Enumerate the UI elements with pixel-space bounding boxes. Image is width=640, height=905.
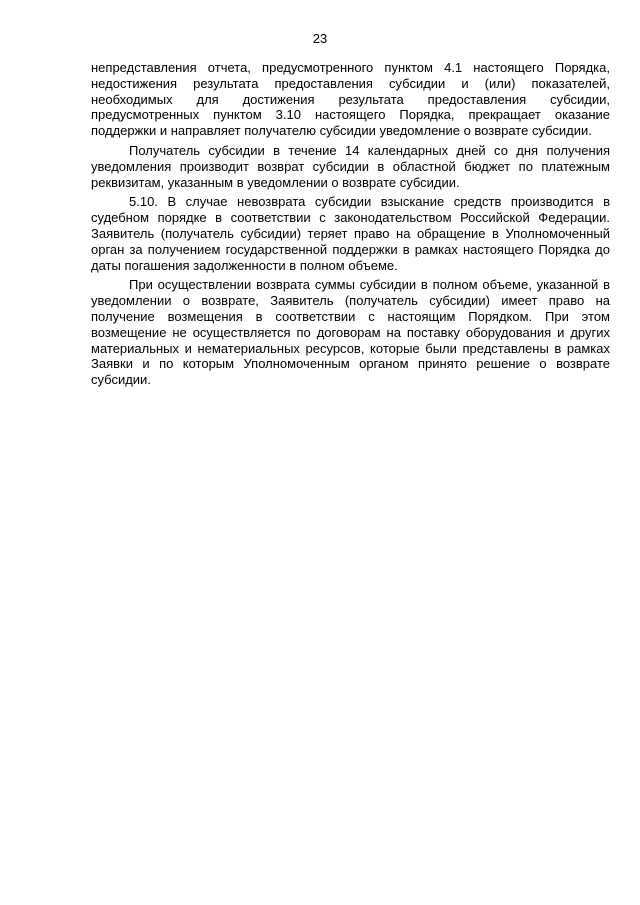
document-body	[91, 60, 610, 392]
paragraph-clause-5-10: 5.10. В случае невозврата субсидии взыскание средств производится в судебном порядке в соответствии с законодательством Российской Федерации. Заявитель (получатель субсидии) теряет право на обращение в Уполномоченный орган за получением государственной поддержки в рамках настоящего Порядка до даты погашения задолженности в полном объеме.	[91, 194, 610, 273]
paragraph-continuation: непредставления отчета, предусмотренного пунктом 4.1 настоящего Порядка, недостижения результата предоставления субсидии и (или) показателей, необходимых для достижения результата предоставления субсидии, предусмотренных пунктом 3.10 настоящего Порядка, прекращает оказание поддержки и направляет получателю субсидии уведомление о возврате субсидии.	[91, 60, 610, 139]
page-number: 23	[312, 31, 328, 46]
paragraph-refund-deadline: Получатель субсидии в течение 14 календарных дней со дня получения уведомления производит возврат субсидии в областной бюджет по платежным реквизитам, указанным в уведомлении о возврате субсидии.	[91, 142, 610, 190]
paragraph-compensation: При осуществлении возврата суммы субсидии в полном объеме, указанной в уведомлении о возврате, Заявитель (получатель субсидии) имеет право на получение возмещения в соответствии с настоящим Порядком. При этом возмещение не осуществляется по договорам на поставку оборудования и других материальных и нематериальных ресурсов, которые были представлены в рамках Заявки и по которым Уполномоченным органом принято решение о возврате субсидии.	[91, 277, 610, 388]
